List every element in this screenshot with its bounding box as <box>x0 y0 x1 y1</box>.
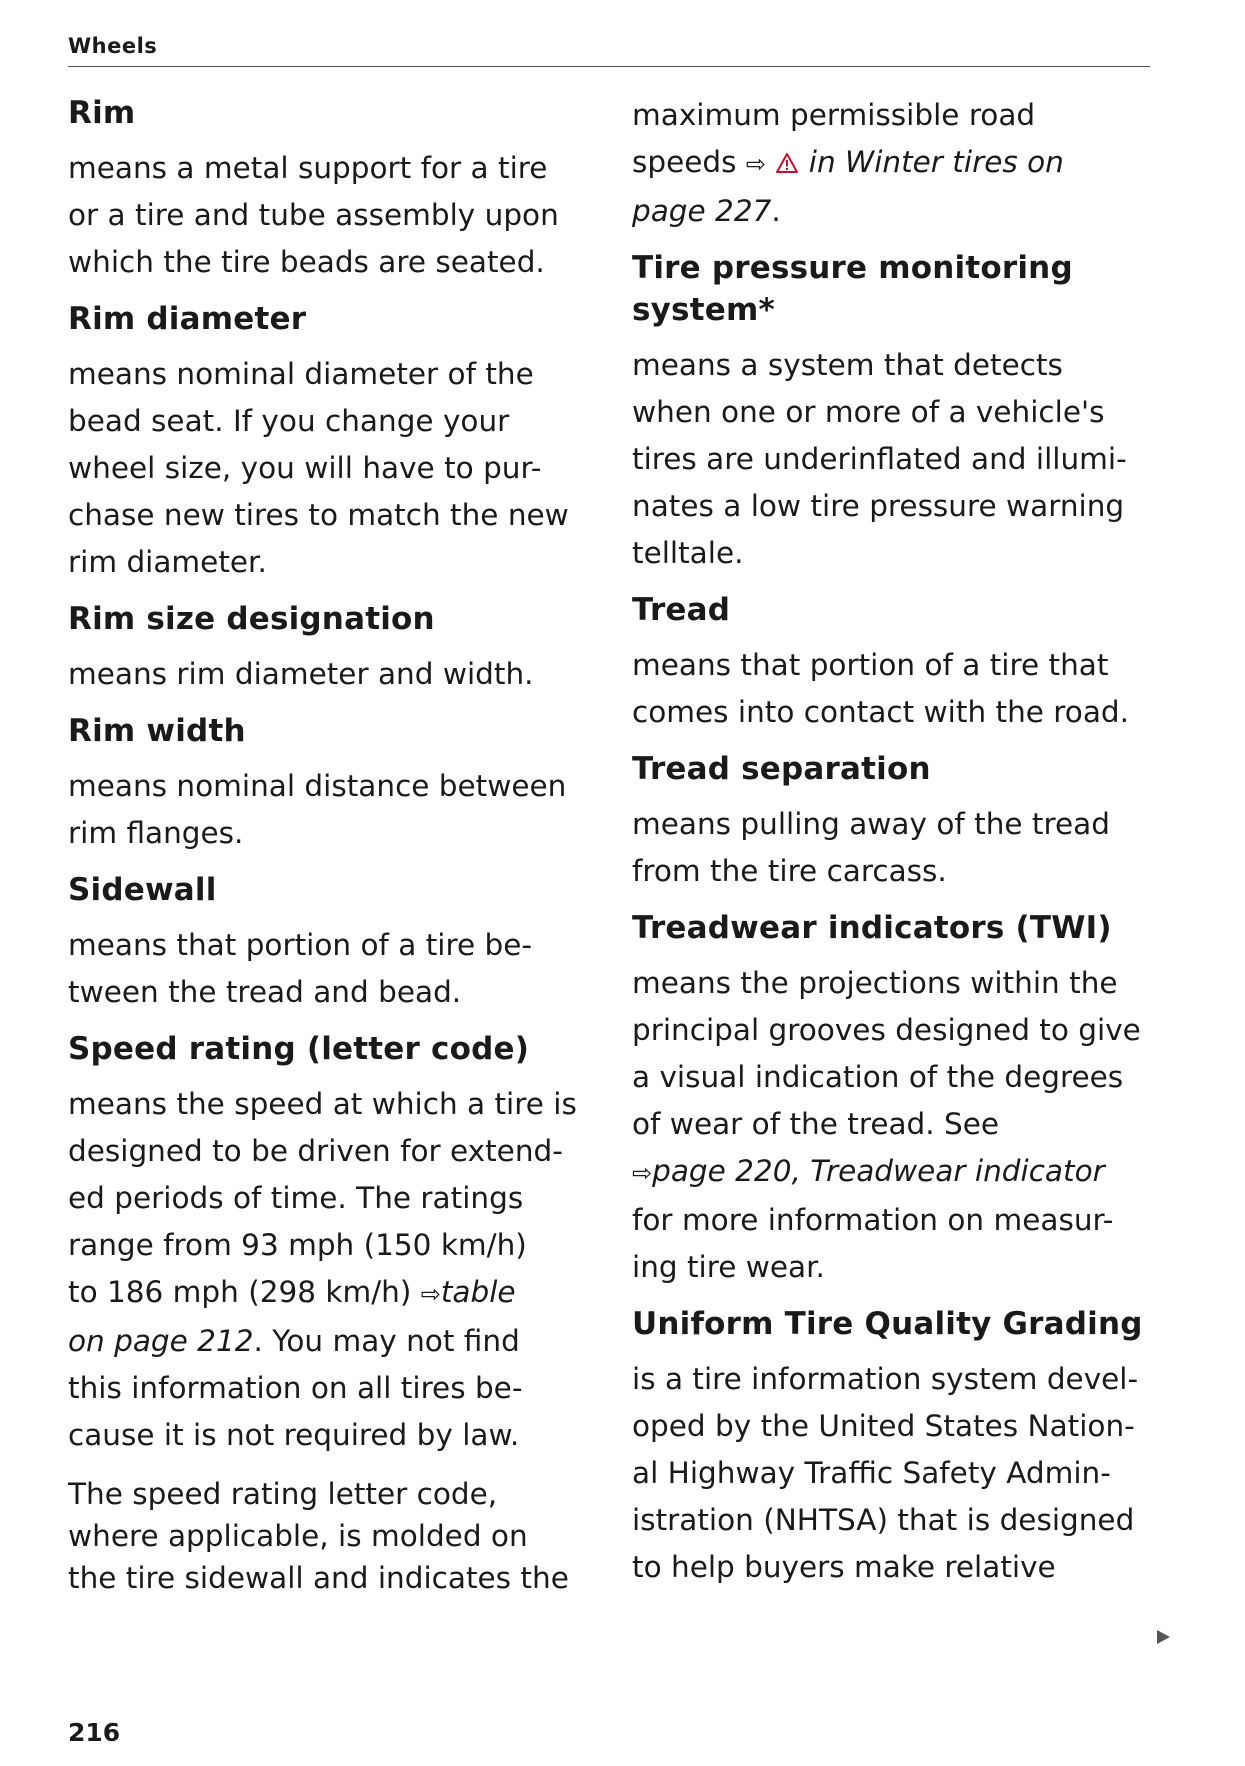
continuation-paragraph: maximum permissible road speeds ⇨ in Winter tires on page 227. <box>632 98 1064 228</box>
cross-ref-page-link[interactable]: on page 212 <box>68 1324 254 1358</box>
term-rim-diameter: Rim diameter <box>68 301 307 337</box>
definition-sidewall: means that portion of a tire be- tween the tread and bead. <box>68 928 533 1009</box>
term-rim-size-designation: Rim size designation <box>68 601 435 637</box>
definition-rim: means a metal support for a tire or a tire and tube assembly upon which the tire beads are seated. <box>68 151 559 279</box>
cross-ref-page-227-link[interactable]: page 227 <box>632 194 772 228</box>
right-column <box>632 92 1157 1591</box>
running-header: Wheels <box>68 34 158 58</box>
definition-rim-width: means nominal distance between rim flanges. <box>68 769 567 850</box>
left-column <box>68 92 588 1599</box>
term-speed-rating: Speed rating (letter code) <box>68 1031 530 1067</box>
cross-ref-table-link[interactable]: table <box>440 1275 516 1309</box>
term-tread: Tread <box>632 592 731 628</box>
warning-triangle-icon <box>775 151 799 175</box>
definition-tread: means that portion of a tire that comes into contact with the road. <box>632 648 1130 729</box>
term-tpms: Tire pressure monitoring system* <box>632 250 1073 328</box>
cross-ref-arrow-icon: ⇨ <box>632 1159 653 1187</box>
page-number: 216 <box>68 1718 121 1747</box>
definition-rim-diameter: means nominal diameter of the bead seat. If you change your wheel size, you will have to pur- chase new tires to match the new rim diameter. <box>68 357 569 579</box>
header-divider <box>68 66 1150 67</box>
cross-ref-arrow-icon: ⇨ <box>420 1280 441 1308</box>
definition-tread-separation: means pulling away of the tread from the tire carcass. <box>632 807 1110 888</box>
speed-rating-paragraph-2: The speed rating letter code, where applicable, is molded on the tire sidewall and indicates the <box>68 1477 569 1595</box>
cross-ref-winter-tires-link[interactable]: in Winter tires on <box>799 145 1064 179</box>
term-sidewall: Sidewall <box>68 872 217 908</box>
definition-speed-rating: means the speed at which a tire is designed to be driven for extend- ed periods of time. The ratings range from 93 mph (150 km/h) to 186 mph (298 km/h) ⇨table on page 212. You may not find this information on all tires be- cause it is not required by law. <box>68 1087 577 1452</box>
definition-rim-size-designation: means rim diameter and width. <box>68 657 534 691</box>
definition-tpms: means a system that detects when one or more of a vehicle's tires are underinflated and illumi- nates a low tire pressure warning telltale. <box>632 348 1127 570</box>
cross-ref-treadwear-indicator-link[interactable]: page 220, Treadwear indicator <box>652 1154 1105 1188</box>
term-utqg: Uniform Tire Quality Grading <box>632 1306 1143 1342</box>
cross-ref-arrow-icon: ⇨ <box>745 150 766 178</box>
continue-arrow-icon <box>1154 1628 1172 1646</box>
term-treadwear-indicators: Treadwear indicators (TWI) <box>632 910 1112 946</box>
term-rim-width: Rim width <box>68 713 246 749</box>
term-rim: Rim <box>68 95 136 131</box>
definition-treadwear-indicators: means the projections within the principal grooves designed to give a visual indication of the degrees of wear of the tread. See ⇨page 220, Treadwear indicator for more information on measur- ing tire wear. <box>632 966 1141 1284</box>
term-tread-separation: Tread separation <box>632 751 931 787</box>
definition-utqg: is a tire information system devel- oped by the United States Nation- al Highway Traffic Safety Admin- istration (NHTSA) that is designed to help buyers make relative <box>632 1362 1139 1584</box>
